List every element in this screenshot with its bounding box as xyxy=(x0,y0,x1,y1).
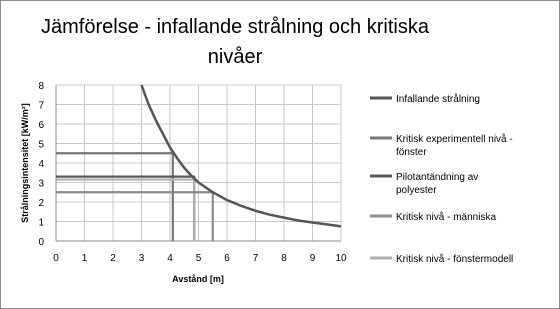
legend-label-2: Pilotantändning av xyxy=(396,172,479,183)
chart-legend xyxy=(370,93,513,265)
y-tick-label: 3 xyxy=(38,178,44,190)
y-tick-label: 4 xyxy=(38,159,44,170)
y-tick-label: 1 xyxy=(38,217,44,229)
y-tick-label: 5 xyxy=(38,139,44,151)
legend-label-1: Kritisk experimentell nivå - xyxy=(396,134,513,145)
x-tick-label: 6 xyxy=(224,253,230,264)
legend-label-1: fönster xyxy=(396,147,427,158)
chart-gridlines xyxy=(56,85,341,241)
x-tick-label: 1 xyxy=(81,253,88,264)
y-tick-label: 2 xyxy=(38,198,44,209)
x-tick-label: 0 xyxy=(53,253,59,264)
legend-label-2: polyester xyxy=(396,185,437,196)
y-tick-label: 8 xyxy=(38,81,44,92)
x-tick-label: 7 xyxy=(252,253,259,264)
legend-label-4: Kritisk nivå - fönstermodell xyxy=(396,254,514,265)
x-axis-label: Avstånd [m] xyxy=(172,274,224,284)
series-line-3 xyxy=(56,192,213,241)
series-line-0 xyxy=(142,85,342,226)
y-axis-label: Strålningsintensitet [kW/m²] xyxy=(20,103,30,223)
legend-label-3: Kritisk nivå - människa xyxy=(396,212,497,223)
series-line-1 xyxy=(56,153,173,241)
legend-label-0: Infallande strålning xyxy=(396,94,480,105)
x-tick-label: 5 xyxy=(195,253,202,264)
x-tick-label: 9 xyxy=(309,253,316,264)
x-tick-label: 10 xyxy=(335,253,347,264)
x-tick-label: 3 xyxy=(138,253,145,264)
x-tick-label: 8 xyxy=(281,253,287,264)
y-tick-label: 7 xyxy=(38,100,44,112)
chart-title: Jämförelse - infallande strålning och kritiska nivåer xyxy=(41,16,429,68)
x-tick-label: 2 xyxy=(110,253,116,264)
x-tick-label: 4 xyxy=(167,253,173,264)
y-tick-label: 6 xyxy=(38,120,44,131)
y-tick-label: 0 xyxy=(38,237,44,248)
